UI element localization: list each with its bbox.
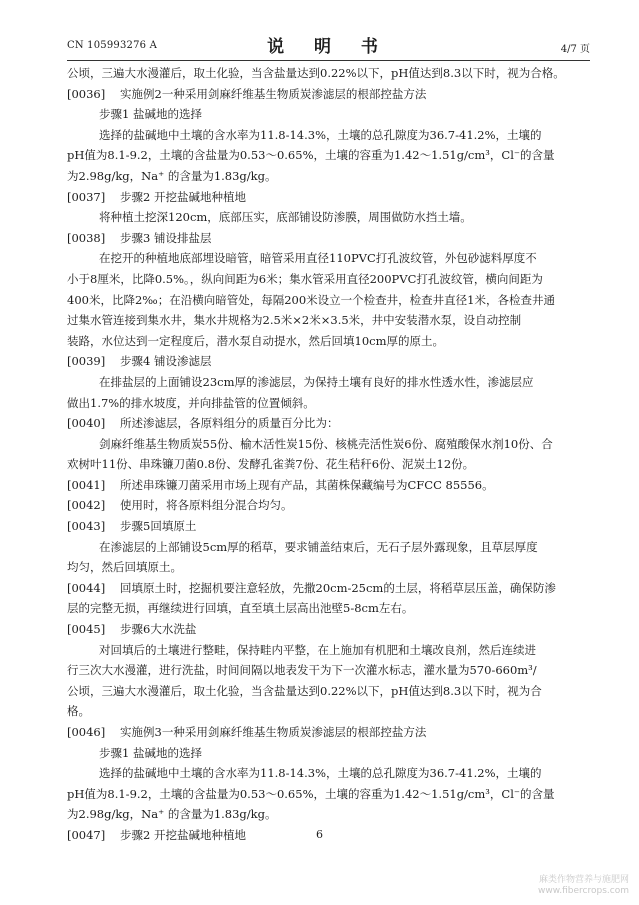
line-text: 装路，水位达到一定程度后，潜水泵自动提水，然后回填10cm厚的原土。 bbox=[67, 333, 444, 348]
document-body bbox=[67, 63, 592, 846]
text-line bbox=[67, 557, 592, 578]
text-line bbox=[67, 310, 592, 331]
page-fraction: 4/7 页 bbox=[560, 44, 590, 55]
line-text: 步骤6大水洗盐 bbox=[120, 622, 197, 637]
paragraph-number: [0046] bbox=[67, 725, 106, 739]
text-line bbox=[67, 84, 592, 105]
line-text: 步骤2 开挖盐碱地种植地 bbox=[120, 827, 246, 842]
line-text: 步骤3 铺设排盐层 bbox=[120, 230, 212, 245]
text-line bbox=[67, 681, 592, 702]
watermark bbox=[538, 875, 629, 897]
text-line bbox=[67, 537, 592, 558]
line-text: 400米，比降2‰；在沿横向暗管处，每隔200米设立一个检查井，检查井直径1米，各检查井通 bbox=[67, 292, 555, 307]
line-text: 在挖开的种植地底部埋设暗管，暗管采用直径110PVC打孔波纹管，外包砂滤料厚度不 bbox=[99, 251, 537, 266]
line-text: 做出1.7%的排水坡度，并向排盐管的位置倾斜。 bbox=[67, 395, 315, 410]
page-header bbox=[67, 30, 590, 56]
line-text: 剑麻纤维基生物质炭55份、榆木活性炭15份、核桃壳活性炭6份、腐殖酸保水剂10份、合 bbox=[99, 436, 553, 451]
text-line bbox=[67, 784, 592, 805]
page-title: 说 明 书 bbox=[267, 37, 390, 57]
text-line bbox=[67, 104, 592, 125]
line-text: 所述渗滤层，各原料组分的质量百分比为： bbox=[120, 416, 339, 431]
paragraph-number: [0043] bbox=[67, 519, 106, 534]
watermark-line-2: www.fibercrops.com bbox=[538, 886, 629, 896]
text-line bbox=[67, 269, 592, 290]
text-line bbox=[67, 495, 592, 516]
text-line bbox=[67, 454, 592, 475]
line-text: pH值为8.1-9.2，土壤的含盐量为0.53～0.65%，土壤的容重为1.42～1.51g/cm³，Cl⁻的含量 bbox=[67, 786, 555, 801]
line-text: 欢树叶11份、串珠镰刀菌0.8份、发酵孔雀粪7份、花生秸秆6份、泥炭土12份。 bbox=[67, 457, 475, 472]
text-line bbox=[67, 722, 592, 743]
line-text: 行三次大水漫灌，进行洗盐，时间间隔以地表发干为下一次灌水标志，灌水量为570-660m³/ bbox=[67, 663, 537, 678]
line-text: 步骤4 铺设渗滤层 bbox=[120, 354, 212, 369]
line-text: 格。 bbox=[67, 704, 90, 719]
text-line bbox=[67, 393, 592, 414]
line-text: pH值为8.1-9.2，土壤的含盐量为0.53～0.65%，土壤的容重为1.42～1.51g/cm³，Cl⁻的含量 bbox=[67, 148, 555, 163]
page-number: 6 bbox=[316, 828, 323, 841]
text-line bbox=[67, 640, 592, 661]
text-line bbox=[67, 434, 592, 455]
text-line bbox=[67, 619, 592, 640]
text-line bbox=[67, 290, 592, 311]
text-line bbox=[67, 804, 592, 825]
text-line bbox=[67, 63, 592, 84]
paragraph-number: [0036] bbox=[67, 86, 106, 101]
line-text: 过集水管连接到集水井，集水井规格为2.5米×2米×3.5米，井中安装潜水泵，设自动控制 bbox=[67, 313, 522, 328]
text-line bbox=[67, 660, 592, 681]
text-line bbox=[67, 598, 592, 619]
text-line bbox=[67, 207, 592, 228]
line-text: 步骤1 盐碱地的选择 bbox=[99, 745, 202, 760]
text-line bbox=[67, 763, 592, 784]
text-line bbox=[67, 413, 592, 434]
text-line bbox=[67, 125, 592, 146]
line-text: 层的完整无损，再继续进行回填，直至填土层高出池壁5-8cm左右。 bbox=[67, 601, 414, 616]
paragraph-number: [0044] bbox=[67, 580, 106, 595]
line-text: 所述串珠镰刀菌采用市场上现有产品，其菌株保藏编号为CFCC 85556。 bbox=[120, 477, 494, 492]
paragraph-number: [0042] bbox=[67, 498, 106, 513]
line-text: 使用时，将各原料组分混合均匀。 bbox=[120, 498, 293, 513]
line-text: 选择的盐碱地中土壤的含水率为11.8-14.3%，土壤的总孔隙度为36.7-41.2%，土壤的 bbox=[99, 127, 542, 142]
line-text: 公顷，三遍大水漫灌后，取土化验，当含盐量达到0.22%以下，pH值达到8.3以下时，视为合 bbox=[67, 683, 542, 698]
text-line bbox=[67, 372, 592, 393]
text-line bbox=[67, 475, 592, 496]
text-line bbox=[67, 145, 592, 166]
text-line bbox=[67, 351, 592, 372]
paragraph-number: [0041] bbox=[67, 477, 106, 492]
patent-code: CN 105993276 A bbox=[67, 40, 158, 51]
text-line bbox=[67, 578, 592, 599]
text-line bbox=[67, 516, 592, 537]
text-line bbox=[67, 228, 592, 249]
line-text: 步骤5回填原土 bbox=[120, 519, 197, 534]
paragraph-number: [0040] bbox=[67, 416, 106, 431]
line-text: 步骤2 开挖盐碱地种植地 bbox=[120, 189, 246, 204]
text-line bbox=[67, 166, 592, 187]
paragraph-number: [0039] bbox=[67, 354, 106, 369]
line-text: 步骤1 盐碱地的选择 bbox=[99, 107, 202, 122]
line-text: 均匀，然后回填原土。 bbox=[67, 560, 182, 575]
text-line bbox=[67, 187, 592, 208]
header-rule bbox=[67, 60, 590, 61]
text-line bbox=[67, 248, 592, 269]
line-text: 为2.98g/kg，Na⁺ 的含量为1.83g/kg。 bbox=[67, 807, 277, 822]
text-line bbox=[67, 701, 592, 722]
line-text: 公顷，三遍大水漫灌后，取土化验，当含盐量达到0.22%以下，pH值达到8.3以下时，视为合格。 bbox=[67, 66, 565, 80]
paragraph-number: [0037] bbox=[67, 189, 106, 204]
line-text: 将种植土挖深120cm，底部压实，底部铺设防渗膜，周围做防水挡土墙。 bbox=[99, 210, 472, 225]
text-line bbox=[67, 743, 592, 764]
line-text: 小于8厘米，比降0.5%。，纵向间距为6米；集水管采用直径200PVC打孔波纹管，横向间距为 bbox=[67, 271, 543, 286]
line-text: 实施例3一种采用剑麻纤维基生物质炭渗滤层的根部控盐方法 bbox=[120, 725, 427, 739]
line-text: 在排盐层的上面铺设23cm厚的渗滤层，为保持土壤有良好的排水性透水性，渗滤层应 bbox=[99, 374, 534, 389]
paragraph-number: [0038] bbox=[67, 230, 106, 245]
line-text: 选择的盐碱地中土壤的含水率为11.8-14.3%，土壤的总孔隙度为36.7-41.2%，土壤的 bbox=[99, 766, 542, 781]
paragraph-number: [0047] bbox=[67, 827, 106, 842]
text-line bbox=[67, 331, 592, 352]
line-text: 为2.98g/kg，Na⁺ 的含量为1.83g/kg。 bbox=[67, 168, 277, 183]
watermark-line-1: 麻类作物营养与施肥网 bbox=[538, 875, 629, 885]
line-text: 实施例2一种采用剑麻纤维基生物质炭渗滤层的根部控盐方法 bbox=[120, 86, 427, 101]
line-text: 回填原土时，挖掘机要注意轻放，先撒20cm-25cm的土层，将稻草层压盖，确保防渗 bbox=[120, 580, 556, 595]
line-text: 在渗滤层的上部铺设5cm厚的稻草，要求铺盖结束后，无石子层外露现象，且草层厚度 bbox=[99, 539, 538, 554]
paragraph-number: [0045] bbox=[67, 622, 106, 637]
line-text: 对回填后的土壤进行整畦，保持畦内平整，在上施加有机肥和土壤改良剂，然后连续进 bbox=[99, 642, 536, 657]
